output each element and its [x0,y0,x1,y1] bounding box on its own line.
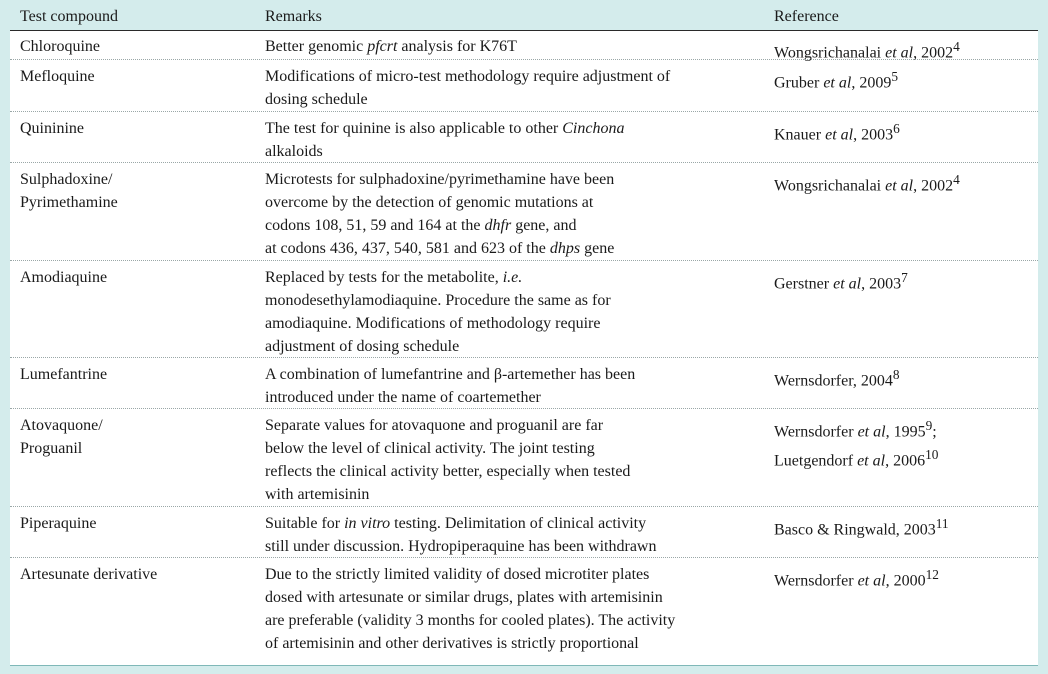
drug-test-table [10,2,1038,666]
row-divider [10,557,1038,558]
compound-line: Lumefantrine [20,366,108,383]
remarks-line: Replaced by tests for the metabolite, i.e. [265,269,523,286]
remarks-line: are preferable (validity 3 months for cooled plates). The activity [265,612,676,629]
remarks-cell [265,266,611,358]
row-divider [10,506,1038,507]
remarks-cell [265,414,630,506]
remarks-cell [265,117,624,163]
remarks-line: Separate values for atovaquone and proguanil are far [265,417,604,434]
compound-line: Quininine [20,120,84,137]
remarks-line: monodesethylamodiaquine. Procedure the same as for [265,292,611,309]
row-divider [10,162,1038,163]
compound-line: Atovaquone/ [20,417,103,434]
reference-line: Knauer et al, 2003$^6$ [774,121,900,144]
header-remarks: Remarks [265,8,322,25]
compound-cell [20,363,107,386]
row-divider [10,260,1038,261]
remarks-line: Suitable for in vitro testing. Delimitation of clinical activity [265,515,647,532]
compound-cell [20,563,157,586]
remarks-line: Due to the strictly limited validity of dosed microtiter plates [265,566,650,583]
remarks-line: of artemisinin and other derivatives is strictly proportional [265,635,639,652]
reference-cell [774,512,949,541]
remarks-line: A combination of lumefantrine and β-artemether has been [265,366,636,383]
compound-cell [20,65,95,88]
reference-cell [774,168,960,197]
remarks-cell [265,168,614,260]
remarks-line: dosing schedule [265,91,368,108]
compound-cell [20,512,96,535]
reference-cell [774,117,900,146]
compound-line: Pyrimethamine [20,194,118,211]
row-divider [10,408,1038,409]
reference-line: Wernsdorfer, 2004$^8$ [774,367,900,390]
compound-line: Amodiaquine [20,269,108,286]
compound-cell [20,35,100,58]
reference-line: Wongsrichanalai et al, 2002$^4$ [774,172,960,195]
remarks-cell [265,563,675,655]
remarks-line: with artemisinin [265,486,370,503]
header-test-compound: Test compound [20,8,118,25]
compound-line: Chloroquine [20,38,100,55]
table-header [10,2,1038,30]
table-bottom-rule [10,665,1038,666]
reference-line: Wongsrichanalai et al, 2002$^4$ [774,39,960,62]
reference-line: Gruber et al, 2009$^5$ [774,69,898,92]
remarks-line: alkaloids [265,143,323,160]
remarks-line: codons 108, 51, 59 and 164 at the dhfr gene, and [265,217,577,234]
reference-line: Wernsdorfer et al, 1995$^9$; [774,418,937,441]
remarks-line: below the level of clinical activity. The joint testing [265,440,595,457]
compound-cell [20,414,103,460]
remarks-line: The test for quinine is also applicable to other Cinchona [265,120,625,137]
reference-line: Wernsdorfer et al, 2000$^{12}$ [774,567,939,590]
row-divider [10,59,1038,60]
reference-line: Luetgendorf et al, 2006$^{10}$ [774,447,939,470]
remarks-line: Better genomic pfcrt analysis for K76T [265,38,517,55]
compound-cell [20,168,118,214]
remarks-line: still under discussion. Hydropiperaquine has been withdrawn [265,538,657,555]
row-divider [10,111,1038,112]
remarks-cell [265,65,670,111]
remarks-line: amodiaquine. Modifications of methodology require [265,315,601,332]
compound-line: Sulphadoxine/ [20,171,113,188]
reference-cell [774,266,908,295]
remarks-line: dosed with artesunate or similar drugs, plates with artemisinin [265,589,663,606]
compound-line: Proguanil [20,440,83,457]
remarks-line: Modifications of micro-test methodology require adjustment of [265,68,671,85]
remarks-line: Microtests for sulphadoxine/pyrimethamine have been [265,171,615,188]
row-divider [10,357,1038,358]
header-rule [10,30,1038,31]
compound-line: Mefloquine [20,68,95,85]
compound-cell [20,117,84,140]
reference-line: Gerstner et al, 2003$^7$ [774,270,908,293]
compound-cell [20,266,107,289]
remarks-line: at codons 436, 437, 540, 581 and 623 of the dhps gene [265,240,615,257]
remarks-cell [265,363,635,409]
reference-line: Basco & Ringwald, 2003$^{11}$ [774,516,949,539]
reference-cell [774,65,898,94]
remarks-cell [265,35,517,58]
compound-line: Artesunate derivative [20,566,158,583]
reference-cell [774,414,938,473]
remarks-line: introduced under the name of coartemether [265,389,541,406]
header-reference: Reference [774,8,839,25]
remarks-line: overcome by the detection of genomic mutations at [265,194,594,211]
remarks-line: reflects the clinical activity better, especially when tested [265,463,631,480]
reference-cell [774,363,900,392]
remarks-cell [265,512,656,558]
remarks-line: adjustment of dosing schedule [265,338,460,355]
compound-line: Piperaquine [20,515,97,532]
reference-cell [774,563,939,592]
